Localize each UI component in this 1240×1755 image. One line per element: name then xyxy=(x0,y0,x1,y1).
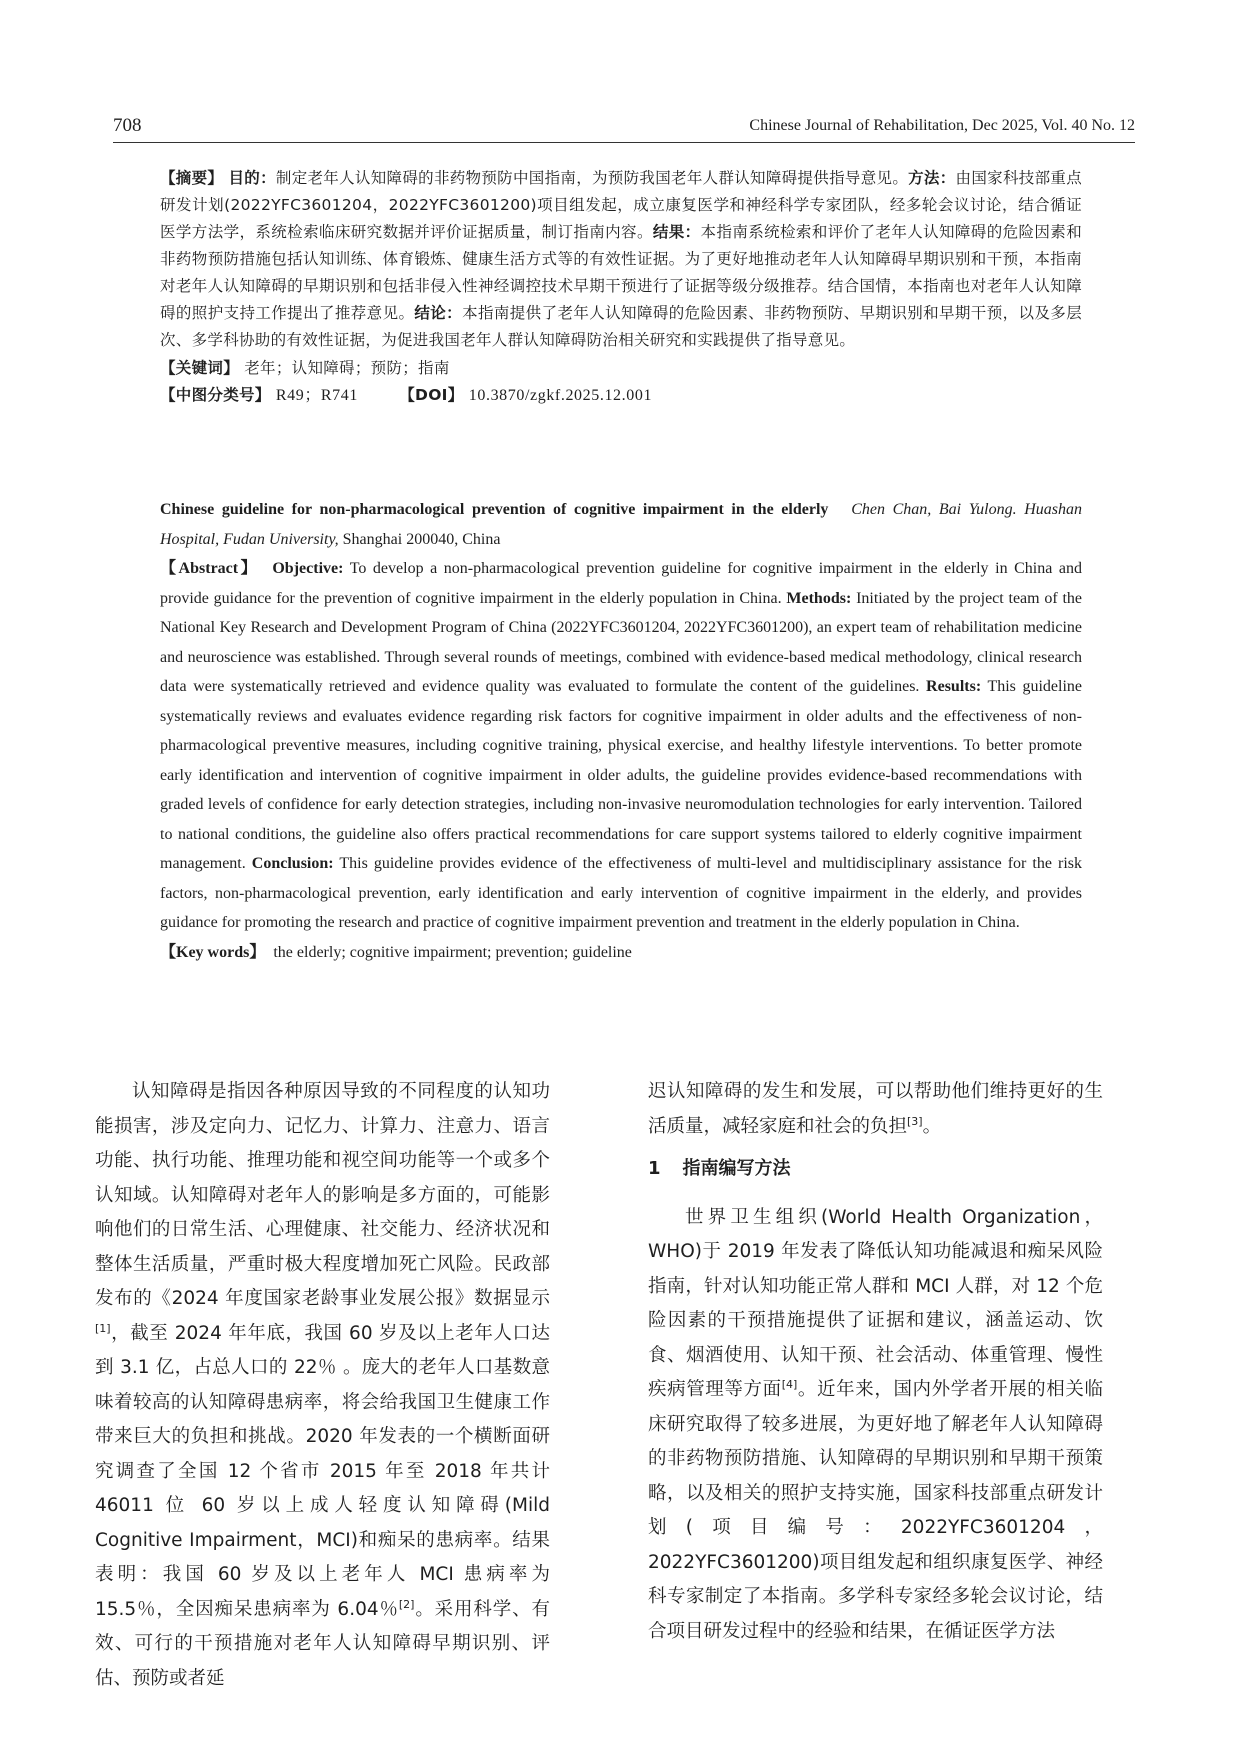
methods-label-en: Methods: xyxy=(786,589,852,607)
keywords-label-cn: 【关键词】 xyxy=(160,359,240,377)
intro-cont-b: 。 xyxy=(922,1115,942,1137)
conclusion-text-cn: 本指南提供了老年人认知障碍的危险因素、非药物预防、早期识别和早期干预，以及多层次、多学科协助的有效性证据，为促进我国老年人群认知障碍防治相关研究和实践提供了指导意见。 xyxy=(160,304,1082,349)
abstract-label-en: 【Abstract】 xyxy=(160,560,260,577)
methods-label-cn: 方法： xyxy=(908,169,956,187)
results-label-en: Results: xyxy=(926,678,982,695)
keywords-text-en: the elderly; cognitive impairment; prevention; guideline xyxy=(273,943,632,961)
keywords-en xyxy=(160,938,1082,968)
objective-text-cn: 制定老年人认知障碍的非药物预防中国指南，为预防我国老年人群认知障碍提供指导意见。 xyxy=(275,169,909,187)
clc-value: R49；R741 xyxy=(275,387,358,404)
intro-paragraph-continued xyxy=(648,1075,1103,1144)
english-affiliation-italic: Huashan Hospital, Fudan University, xyxy=(160,501,1083,548)
results-text-en: This guideline systematically reviews and evaluates evidence regarding risk factors for cognitive impairment in older adults and the effectiveness of non-pharmacological preventive measures, including cognitive training, physical exercise, and healthy lifestyle interventions. To better promote early identification and intervention of cognitive impairment in older adults, the guideline provides evidence-based recommendations with graded levels of confidence for early detection strategies, including non-invasive neuromodulation technologies for early intervention. Tailored to national conditions, the guideline also offers practical recommendations for care support systems tailored to elderly cognitive impairment management. xyxy=(160,678,1083,872)
intro-text-b: ，截至 2024 年年底，我国 60 岁及以上老年人口达到 3.1 亿，占总人口的 22％ 。庞大的老年人口基数意味着较高的认知障碍患病率，将会给我国卫生健康工作带来巨大的负担和挑战。2020 年发表的一个横断面研究调查了全国 12 个省市 2015 年至 2018 年共计 46011 位 60 岁以上成人轻度认知障碍(Mild Cognitive Impairment，MCI)和痴呆的患病率。结果表明：我国 60 岁及以上老年人 MCI 患病率为 15.5％，全因痴呆患病率为 6.04％ xyxy=(95,1322,550,1620)
results-text-cn: 本指南系统检索和评价了老年人认知障碍的危险因素和非药物预防措施包括认知训练、体育锻炼、健康生活方式等的有效性证据。为了更好地推动老年人认知障碍早期识别和干预，本指南对老年人认知障碍的早期识别和包括非侵入性神经调控技术早期干预进行了证据等级分级推荐。结合国情，本指南也对老年人认知障碍的照护支持工作提出了推荐意见。 xyxy=(160,223,1082,322)
english-title-line xyxy=(160,495,1082,554)
doi-label: 【DOI】 xyxy=(399,386,464,404)
clc-label: 【中图分类号】 xyxy=(160,386,271,404)
keywords-cn xyxy=(160,355,1082,382)
doi-value: 10.3870/zgkf.2025.12.001 xyxy=(468,387,653,404)
citation-3: [3] xyxy=(907,1114,923,1128)
objective-label-cn: 目的： xyxy=(228,169,276,187)
english-affiliation-plain: Shanghai 200040, China xyxy=(338,530,501,548)
classification-line xyxy=(160,382,1082,409)
methods-paragraph xyxy=(648,1201,1103,1650)
results-label-cn: 结果： xyxy=(652,223,701,241)
keywords-text-cn: 老年；认知障碍；预防；指南 xyxy=(244,359,450,377)
body-left-column xyxy=(95,1075,550,1696)
intro-text-c: 。采用科学、有效、可行的干预措施对老年人认知障碍早期识别、评估、预防或者延 xyxy=(95,1598,550,1689)
page-number: 708 xyxy=(113,115,142,136)
methods-para-a: 世界卫生组织(World Health Organization，WHO)于 2019 年发表了降低认知功能减退和痴呆风险指南，针对认知功能正常人群和 MCI 人群，对 12 个危险因素的干预措施提供了证据和建议，涵盖运动、饮食、烟酒使用、认知干预、社会活动、体重管理、慢性疾病管理等方面 xyxy=(648,1206,1103,1400)
conclusion-label-en: Conclusion: xyxy=(251,855,334,872)
section-heading xyxy=(648,1152,1103,1187)
header-rule xyxy=(113,142,1135,143)
methods-para-b: 。近年来，国内外学者开展的相关临床研究取得了较多进展，为更好地了解老年人认知障碍的非药物预防措施、认知障碍的早期识别和早期干预策略，以及相关的照护支持实施，国家科技部重点研发计划(项目编号：2022YFC3601204，2022YFC3601200)项目组发起和组织康复医学、神经科专家制定了本指南。多学科专家经多轮会议讨论，结合项目研发过程中的经验和结果，在循证医学方法 xyxy=(648,1379,1103,1642)
keywords-label-en: 【Key words】 xyxy=(160,943,266,961)
conclusion-label-cn: 结论： xyxy=(414,304,463,322)
methods-text-cn: 由国家科技部重点研发计划(2022YFC3601204，2022YFC3601200)项目组发起，成立康复医学和神经科学专家团队，经多轮会议讨论，结合循证医学方法学，系统检索临床研究数据并评价证据质量，制订指南内容。 xyxy=(160,169,1082,241)
conclusion-text-en: This guideline provides evidence of the effectiveness of multi-level and multidisciplinary assistance for the risk factors, non-pharmacological prevention, early identification and early intervention of cognitive impairment in the elderly, and provides guidance for promoting the research and practice of cognitive impairment prevention and treatment in the elderly population in China. xyxy=(160,855,1082,931)
abstract-label-cn: 【摘要】 xyxy=(160,169,224,187)
chinese-abstract-body xyxy=(160,165,1082,354)
methods-text-en: Initiated by the project team of the National Key Research and Development Program of China (2022YFC3601204, 2022YFC3601200), an expert team of rehabilitation medicine and neuroscience was established. Through several rounds of meetings, combined with evidence-based medical methodology, clinical research data were systematically retrieved and evidence quality was evaluated to formulate the content of the guidelines. xyxy=(160,589,1083,695)
section-number: 1 xyxy=(648,1158,661,1179)
page-header xyxy=(113,115,1135,141)
intro-text-a: 认知障碍是指因各种原因导致的不同程度的认知功能损害，涉及定向力、记忆力、计算力、注意力、语言功能、执行功能、推理功能和视空间功能等一个或多个认知域。认知障碍对老年人的影响是多方面的，可能影响他们的日常生活、心理健康、社交能力、经济状况和整体生活质量，严重时极大程度增加死亡风险。民政部发布的《2024 年度国家老龄事业发展公报》数据显示 xyxy=(95,1081,550,1309)
chinese-abstract xyxy=(160,165,1082,409)
body-right-column xyxy=(648,1075,1103,1649)
english-title: Chinese guideline for non-pharmacological prevention of cognitive impairment in the elderly xyxy=(160,501,829,518)
objective-label-en: Objective: xyxy=(272,560,344,577)
citation-1: [1] xyxy=(95,1321,111,1335)
citation-2: [2] xyxy=(398,1597,415,1611)
citation-4: [4] xyxy=(781,1377,798,1391)
intro-paragraph xyxy=(95,1075,550,1696)
objective-text-en: To develop a non-pharmacological prevention guideline for cognitive impairment in the elderly in China and provide guidance for the prevention of cognitive impairment in the elderly population in China. xyxy=(160,560,1083,607)
english-abstract xyxy=(160,495,1082,967)
english-authors: Chen Chan, Bai Yulong. xyxy=(851,501,1017,518)
section-title: 指南编写方法 xyxy=(682,1158,791,1179)
english-abstract-body xyxy=(160,554,1082,938)
intro-cont-a: 迟认知障碍的发生和发展，可以帮助他们维持更好的生活质量，减轻家庭和社会的负担 xyxy=(648,1081,1103,1137)
journal-citation: Chinese Journal of Rehabilitation, Dec 2025, Vol. 40 No. 12 xyxy=(749,117,1135,134)
